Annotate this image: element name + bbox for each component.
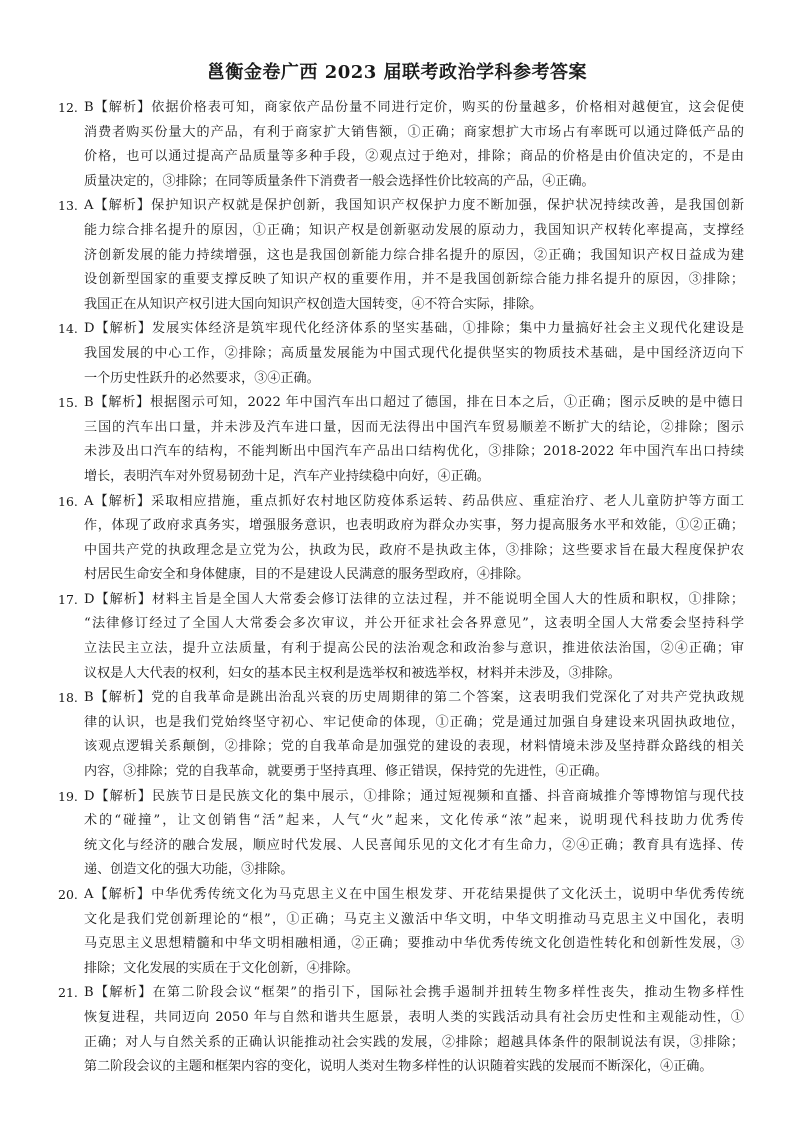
answer-text-line: 内容，③排除；党的自我革命，就要勇于坚持真理、修正错误，保持党的先进性，④正确。 [84, 764, 608, 780]
answer-text-line: 三国的汽车出口量，并未涉及汽车进口量，因而无法得出中国汽车贸易顺差不断扩大的结论，②排除；图示 [84, 419, 744, 435]
answer-text-line: 我国发展的中心工作，②排除；高质量发展能为中国式现代化提供坚实的物质技术基础，是中国经济迈向下 [84, 345, 744, 361]
question-number: 18. [58, 690, 78, 706]
question-number: 14. [58, 321, 78, 337]
answer-item [58, 686, 744, 784]
answer-item [58, 981, 744, 1079]
answer-text-line: 消费者购买份量大的产品，有利于商家扩大销售额，①正确；商家想扩大市场占有率既可以通过降低产品的 [84, 124, 744, 140]
answer-item [58, 317, 744, 391]
answer-text-line: B【解析】党的自我革命是跳出治乱兴衰的历史周期律的第二个答案，这表明我们党深化了对共产党执政规 [84, 690, 744, 706]
answer-text-line: 立法民主立法，提升立法质量，有利于提高公民的法治观念和政治参与意识，推进依法治国，②④正确；审 [84, 641, 744, 657]
answer-text-line: 作，体现了政府求真务实，增强服务意识，也表明政府为群众办实事，努力提高服务水平和效能，①②正确； [84, 518, 744, 534]
answer-item [58, 883, 744, 981]
answer-text-line: 文化是我们党创新理论的“根”，①正确；马克主义激活中华文明，中华文明推动马克思主义中国化，表明 [84, 911, 744, 927]
answer-text-line: A【解析】采取相应措施，重点抓好农村地区防疫体系运转、药品供应、重症治疗、老人儿童防护等方面工 [84, 493, 744, 509]
answer-item [58, 785, 744, 883]
answer-text-line: “法律修订经过了全国人大常委会多次审议，并公开征求社会各界意见”，这表明全国人大常委会坚持科学 [84, 616, 744, 632]
answer-text-line: A【解析】保护知识产权就是保护创新，我国知识产权保护力度不断加强，保护状况持续改善，是我国创新 [84, 198, 744, 214]
answer-text-line: D【解析】材料主旨是全国人大常委会修订法律的立法过程，并不能说明全国人大的性质和职权，①排除； [84, 591, 744, 607]
answer-text-line: 排除；文化发展的实质在于文化创新，④排除。 [84, 960, 359, 976]
answer-text-line: 能力综合排名提升的原因，①正确；知识产权是创新驱动发展的原动力，我国知识产权转化率提高，支撑经 [84, 222, 744, 238]
answer-text-line: 村居民生命安全和身体健康，目的不是建设人民满意的服务型政府，④排除。 [84, 567, 530, 583]
question-number: 20. [58, 887, 78, 902]
answer-text-line: D【解析】民族节日是民族文化的集中展示，①排除；通过短视频和直播、抖音商城推介等博物馆与现代技 [84, 788, 744, 804]
answer-text-line: A【解析】中华优秀传统文化为马克思主义在中国生根发芽、开花结果提供了文化沃土，说明中华优秀传统 [84, 887, 744, 902]
answer-item [58, 588, 744, 686]
answer-text-line: 未涉及出口汽车的结构，不能判断出中国汽车产品出口结构优化，③排除；2018-2022 年中国汽车出口持续 [84, 444, 744, 460]
question-number: 19. [58, 788, 78, 804]
answer-text-line: 议权是人大代表的权利，妇女的基本民主权利是选举权和被选举权，材料并未涉及，③排除。 [84, 665, 621, 681]
question-number: 16. [58, 493, 78, 509]
answer-text-line: 质量决定的，③排除；在同等质量条件下消费者一般会选择性价比较高的产品，④正确。 [84, 173, 595, 189]
answer-text-line: 恢复进程，共同迈向 2050 年与自然和谐共生愿景，表明人类的实践活动具有社会历史性和主观能动性，① [84, 1009, 744, 1025]
answer-text-line: 递、创造文化的强大功能，③排除。 [84, 862, 294, 878]
question-number: 21. [58, 985, 78, 1001]
answer-item [58, 391, 744, 489]
answer-item [58, 490, 744, 588]
answer-text-line: 设创新型国家的重要支撑反映了知识产权的重要作用，并不是我国创新综合能力排名提升的原因，③排除； [84, 272, 744, 288]
question-number: 12. [58, 100, 78, 115]
answer-text-line: D【解析】发展实体经济是筑牢现代化经济体系的坚实基础，①排除；集中力量搞好社会主义现代化建设是 [84, 321, 744, 337]
answer-text-line: 该观点逻辑关系颠倒，②排除；党的自我革命是加强党的建设的表现，材料情境未涉及坚持群众路线的相关 [84, 739, 744, 755]
question-number: 17. [58, 591, 78, 607]
answer-list [58, 96, 744, 1080]
answer-text-line: 我国正在从知识产权引进大国向知识产权创造大国转变，④不符合实际，排除。 [84, 296, 543, 312]
answer-text-line: B【解析】根据图示可知，2022 年中国汽车出口超过了德国，排在日本之后，①正确；图示反映的是中德日 [84, 395, 744, 411]
answer-text-line: 价格，也可以通过提高产品质量等多种手段，②观点过于绝对，排除；商品的价格是由价值决定的，不是由 [84, 149, 744, 165]
answer-item [58, 96, 744, 194]
answer-text-line: 统文化与经济的融合发展，顺应时代发展、人民喜闻乐见的文化才有生命力，②④正确；教育具有选择、传 [84, 837, 744, 853]
page-title: 邕衡金卷广西 2023 届联考政治学科参考答案 [206, 62, 588, 83]
answer-text-line: B【解析】在第二阶段会议“框架”的指引下，国际社会携手遏制并扭转生物多样性丧失，推动生物多样性 [84, 985, 744, 1001]
answer-text-line: 济创新发展的能力持续增强，这也是我国创新能力综合排名提升的原因，②正确；我国知识产权日益成为建 [84, 247, 744, 263]
answer-text-line: 正确；对人与自然关系的正确认识能推动社会实践的发展，②排除；超越具体条件的限制说法有误，③排除； [84, 1034, 744, 1050]
answer-text-line: 增长，表明汽车对外贸易韧劲十足，汽车产业持续稳中向好，④正确。 [84, 468, 490, 484]
answer-text-line: 中国共产党的执政理念是立党为公，执政为民，政府不是执政主体，③排除；这些要求旨在最大程度保护农 [84, 542, 744, 558]
answer-text-line: 马克思主义思想精髓和中华文明相融相通，②正确；要推动中华优秀传统文化创造性转化和创新性发展，③ [84, 936, 744, 952]
answer-text-line: 律的认识，也是我们党始终坚守初心、牢记使命的体现，①正确；党是通过加强自身建设来巩固执政地位， [84, 714, 744, 730]
answer-text-line: 术的“碰撞”，让文创销售“活”起来，人气“火”起来，文化传承“浓”起来，说明现代科技助力优秀传 [84, 813, 744, 829]
question-number: 15. [58, 395, 78, 411]
question-number: 13. [58, 198, 78, 214]
answer-item [58, 194, 744, 317]
answer-text-line: 第二阶段会议的主题和框架内容的变化，说明人类对生物多样性的认识随着实践的发展而不断深化，④正确。 [84, 1059, 713, 1075]
answer-text-line: B【解析】依据价格表可知，商家依产品份量不同进行定价，购买的份量越多，价格相对越便宜，这会促使 [84, 100, 744, 115]
answer-text-line: 一个历史性跃升的必然要求，③④正确。 [84, 370, 320, 386]
